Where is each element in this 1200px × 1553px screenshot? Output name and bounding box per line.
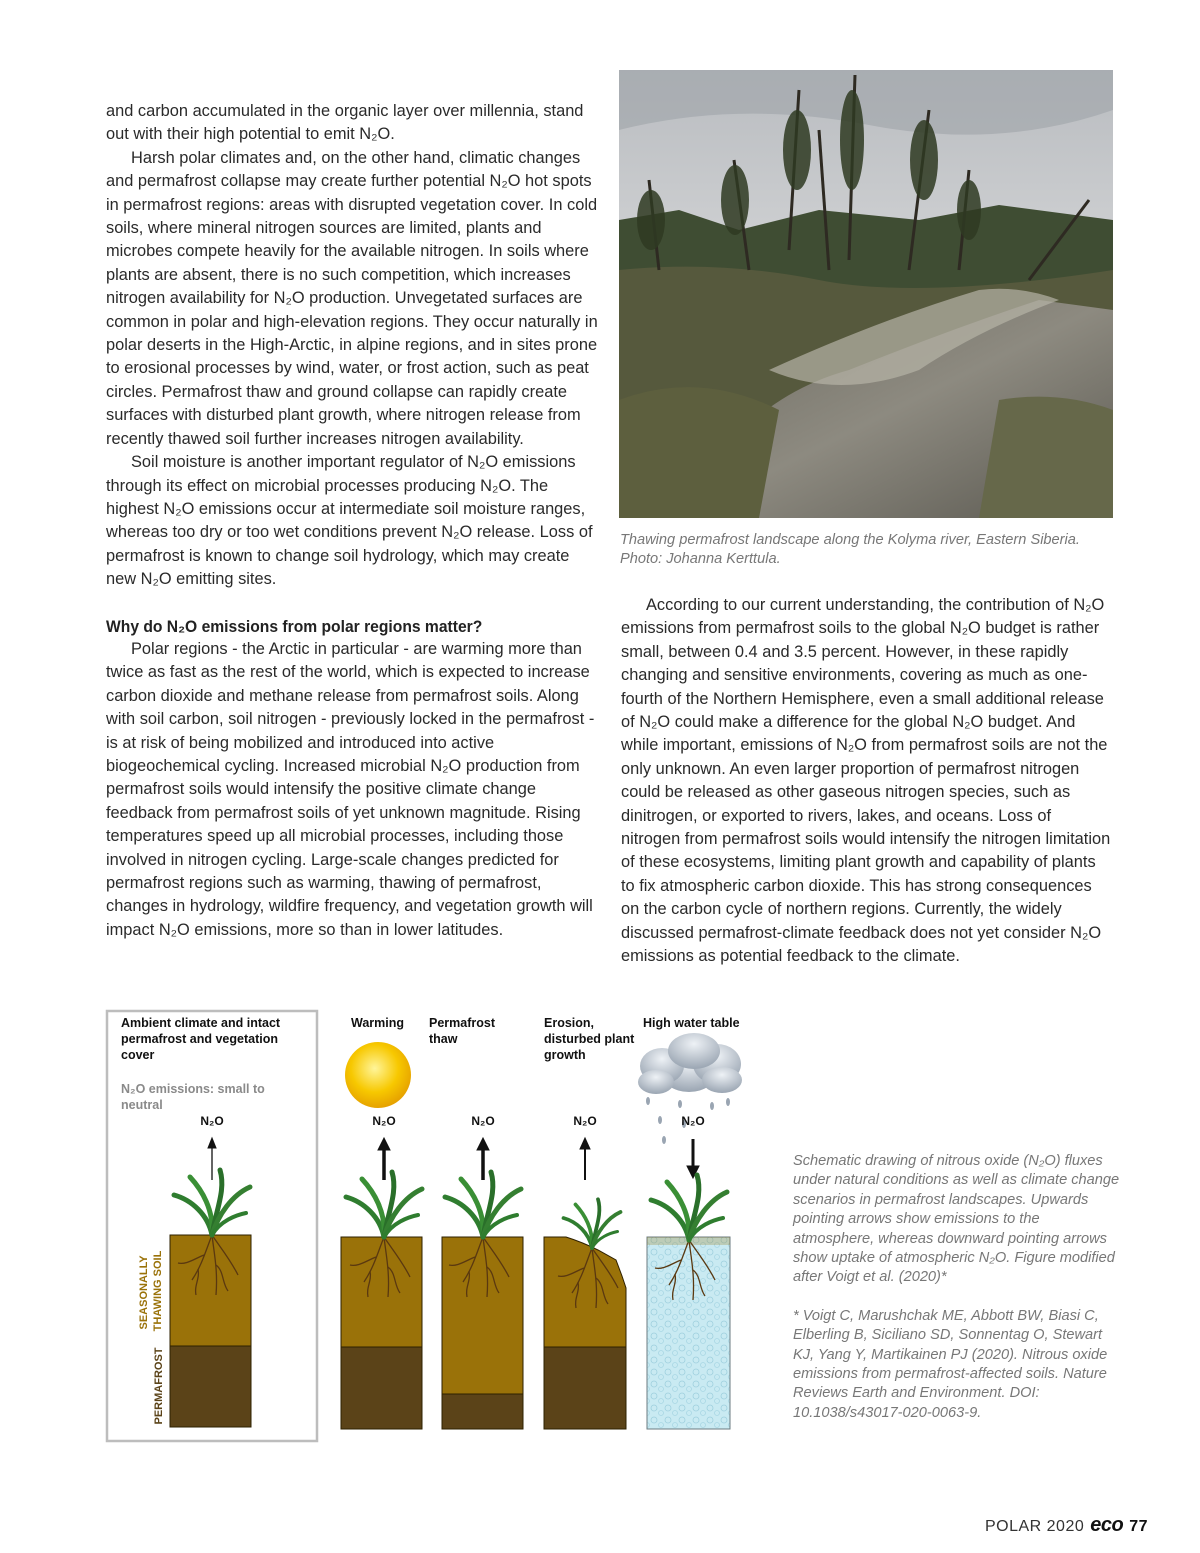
landscape-photo <box>619 70 1113 518</box>
n2o-label: N₂O <box>573 1114 597 1128</box>
magazine-issue: POLAR 2020 <box>984 1518 1085 1535</box>
sun-icon <box>345 1042 411 1108</box>
paragraph: and carbon accumulated in the organic layer over millennia, stand out with their high potential to emit N₂O. <box>106 102 584 144</box>
label-thaw-line: Permafrost <box>429 1016 495 1030</box>
photo-caption: Thawing permafrost landscape along the Kolyma river, Eastern Siberia. Photo: Johanna Kerttula. <box>620 532 1080 568</box>
page-footer <box>985 1514 1148 1537</box>
label-erosion-line: disturbed plant <box>544 1032 635 1046</box>
label-thaw-line: thaw <box>429 1032 458 1046</box>
n2o-label: N₂O <box>681 1114 705 1128</box>
svg-text:Ambient climate and intact <box>121 1016 284 1062</box>
layer-label-permafrost: PERMAFROST <box>153 1347 165 1425</box>
flux-arrow-down <box>687 1139 699 1178</box>
paragraph: According to our current understanding, the contribution of N₂O emissions from permafrost soils to the global N₂O budget is rather small, between 0.4 and 3.5 percent. However, in these rapidly changing and sensitive environments, covering as much as one-fourth of the Northern Hemisphere, even a small additional release of N₂O could make a difference for the global N₂O budget. And while important, emissions of N₂O from permafrost soils are not the only unknown. An even larger proportion of permafrost nitrogen could be released as other gaseous nitrogen species, such as dinitrogen, or exported to rivers, lakes, and oceans. Loss of nitrogen from permafrost soils would intensify the nitrogen limitation of these ecosystems, limiting plant growth and capability of plants to fix atmospheric carbon dioxide. This has strong consequences on the carbon cycle of northern regions. Currently, the widely discussed permafrost-climate feedback does not yet consider N₂O emissions as potential feedback to the climate. <box>621 596 1111 966</box>
label-water: High water table <box>643 1016 740 1030</box>
paragraph: Soil moisture is another important regulator of N₂O emissions through its effect on microbial processes producing N₂O. The highest N₂O emissions occur at intermediate soil moisture ranges, whereas too dry or too wet conditions prevent N₂O release. Loss of permafrost is known to change soil hydrology, which may create new N₂O emitting sites. <box>106 453 593 589</box>
svg-text:Erosion, disturbed plant <box>544 1016 638 1062</box>
svg-text:N₂O emissions: small to <box>121 1082 268 1112</box>
n2o-label: N₂O <box>471 1114 495 1128</box>
flux-arrow-up-small <box>208 1138 216 1180</box>
section-heading: Why do N₂O emissions from polar regions matter? <box>106 616 483 636</box>
right-column <box>621 594 1113 969</box>
svg-text:SEASONALLY THAWING SOI <box>138 1250 164 1331</box>
caption-reference: * Voigt C, Marushchak ME, Abbott BW, Biasi C, Elberling B, Siciliano SD, Sonnentag O, Stewart KJ, Yang Y, Martikainen PJ (2020). Nitrous oxide emissions from permafrost-affected soils. Nature Reviews Earth and Environment. DOI: 10.1038/s43017-020-0063-9. <box>793 1307 1108 1421</box>
figure-caption <box>793 1152 1123 1423</box>
paragraph: Harsh polar climates and, on the other hand, climatic changes and permafrost collapse may create further potential N₂O hot spots in permafrost regions: areas with disrupted vegetation cover. In cold soils, where mineral nitrogen sources are limited, plants and microbes compete heavily for the available nitrogen. In soils where plants are absent, there is no such competition, which increases nitrogen availability for N₂O production. Unvegetated surfaces are common in polar and high-elevation regions. They occur naturally in polar deserts in the High-Arctic, in alpine regions, and in sites prone to erosional processes by wind, water, or frost action, such as peat circles. Permafrost thaw and ground collapse can rapidly create surfaces with disturbed plant growth, where nitrogen release from recently thawed soil further increases nitrogen availability. <box>106 148 598 448</box>
caption-text: Schematic drawing of nitrous oxide (N₂O) fluxes under natural conditions as well as climate change scenarios in permafrost landscapes. Upwards pointing arrows show emissions to the atmosphere, whereas downward pointing arrows show uptake of atmospheric N₂O. Figure modified after Voigt et al. (2020)* <box>793 1153 1120 1286</box>
flux-arrow-up-medium <box>580 1138 590 1180</box>
panel1-note-line: neutral <box>121 1098 163 1112</box>
panel1-title-line: permafrost and vegetation <box>121 1032 278 1046</box>
panel1-title-line: cover <box>121 1048 155 1062</box>
n2o-label: N₂O <box>200 1114 224 1128</box>
panel1-note-line: N₂O emissions: small to <box>121 1082 265 1096</box>
n2o-label: N₂O <box>372 1114 396 1128</box>
paragraph: Polar regions - the Arctic in particular - are warming more than twice as fast as the rest of the world, which is expected to increase carbon dioxide and methane release from permafrost soils. Along with soil carbon, soil nitrogen - previously locked in the permafrost - is at risk of being mobilized and introduced into active biogeochemical cycling. Increased microbial N₂O production from permafrost soils would intensify the positive climate change feedback from permafrost soils of yet unknown magnitude. Rising temperatures speed up all microbial processes, including those involved in nitrogen cycling. Large-scale changes predicted for permafrost regions such as warming, thawing of permafrost, changes in hydrology, wildfire frequency, and vegetation growth will impact N₂O emissions, more so than in lower latitudes. <box>106 639 595 939</box>
left-column <box>106 100 598 942</box>
flux-arrow-up-large <box>477 1138 489 1180</box>
flux-arrow-up-large <box>378 1138 390 1180</box>
n2o-flux-schematic <box>104 1008 764 1448</box>
page-number: 77 <box>1129 1518 1148 1535</box>
label-erosion-line: Erosion, <box>544 1016 595 1030</box>
layer-label-soil: THAWING SOIL <box>152 1250 164 1332</box>
label-erosion-line: growth <box>544 1048 586 1062</box>
layer-label-soil: SEASONALLY <box>138 1255 150 1330</box>
label-warming: Warming <box>351 1016 405 1030</box>
svg-text:Permafrost thaw <box>429 1016 498 1046</box>
magazine-logo: eco <box>1090 1514 1124 1536</box>
panel1-title-line: Ambient climate and intact <box>121 1016 281 1030</box>
